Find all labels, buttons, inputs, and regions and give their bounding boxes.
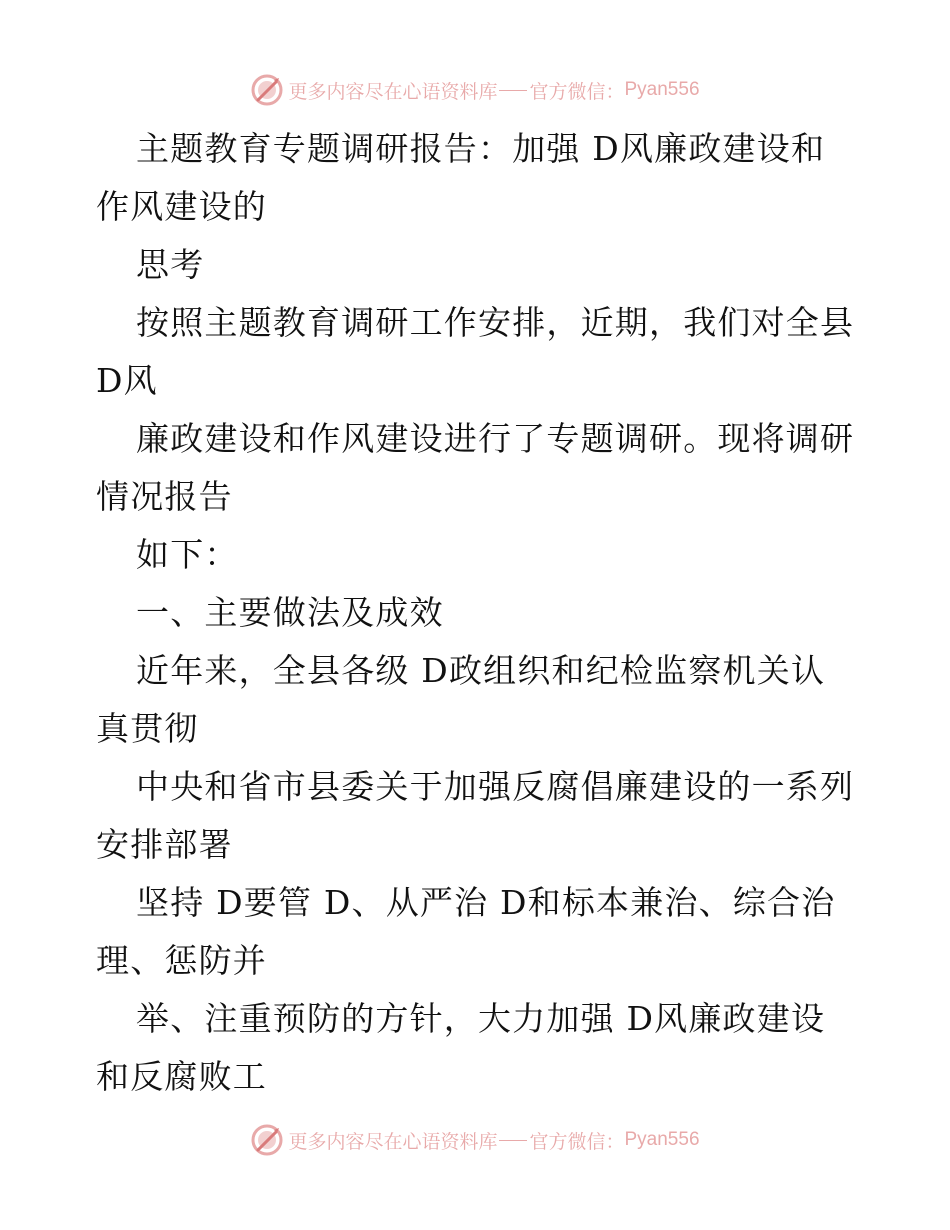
watermark-text: 更多内容尽在心语资料库 (288, 80, 498, 103)
watermark-footer (0, 1120, 950, 1160)
text-line: 主题教育专题调研报告：加强 D风廉政建设和 (136, 129, 826, 168)
watermark-separator (499, 90, 527, 91)
text-line: 如下： (136, 535, 239, 574)
text-line: 按照主题教育调研工作安排，近期，我们对全县 (136, 303, 855, 342)
text-line: 近年来，全县各级 D政组织和纪检监察机关认 (136, 651, 826, 690)
text-line: 安排部署 (96, 825, 233, 864)
text-line: 思考 (136, 245, 205, 284)
text-line: 情况报告 (96, 477, 233, 516)
text-line: 理、惩防并 (96, 941, 267, 980)
text-line: 和反腐败工 (96, 1057, 267, 1096)
watermark-suffix: 官方微信： (529, 80, 625, 103)
text-line: 作风建设的 (96, 187, 267, 226)
text-line: 一、主要做法及成效 (136, 593, 444, 632)
watermark-text: 更多内容尽在心语资料库 (288, 1130, 498, 1153)
text-line: 坚持 D要管 D、从严治 D和标本兼治、综合治 (136, 883, 836, 922)
text-line: 廉政建设和作风建设进行了专题调研。现将调研 (136, 419, 855, 458)
document-text (96, 120, 856, 1106)
watermark-separator (499, 1140, 527, 1141)
pen-seal-logo-icon (250, 73, 284, 107)
watermark-header (0, 70, 950, 110)
text-line: 真贯彻 (96, 709, 199, 748)
watermark-id: Pyan556 (624, 1129, 700, 1150)
text-line: 举、注重预防的方针，大力加强 D风廉政建设 (136, 999, 826, 1038)
watermark-suffix: 官方微信： (529, 1130, 625, 1153)
document-body (96, 120, 856, 1106)
text-line: D风 (96, 361, 158, 400)
text-line: 中央和省市县委关于加强反腐倡廉建设的一系列 (136, 767, 855, 806)
watermark-id: Pyan556 (624, 79, 700, 100)
pen-seal-logo-icon (250, 1123, 284, 1157)
